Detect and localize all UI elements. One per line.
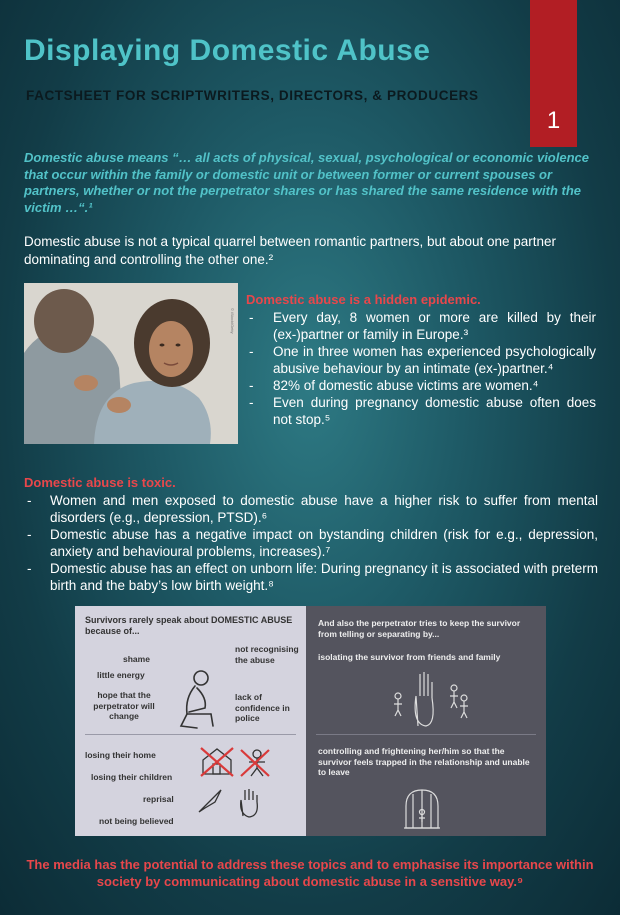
- barrier-hope: hope that the perpetrator will change: [93, 690, 155, 721]
- tactic-controlling: controlling and frightening her/him so that the survivor feels trapped in the relationship and unable to leave: [318, 746, 530, 777]
- perpetrator-tactics-panel: [306, 606, 546, 836]
- isolation-hand-icon: [368, 666, 478, 730]
- list-item: - Women and men exposed to domestic abuse have a higher risk to suffer from mental disorders (e.g., depression, PTSD).⁶: [24, 492, 598, 526]
- crossed-house-icon: [197, 744, 237, 778]
- barrier-not-recognising: not recognising the abuse: [235, 644, 299, 665]
- birdcage-icon: [400, 786, 444, 832]
- photo-credit: © iStock/Getty: [230, 308, 235, 334]
- page-subtitle: FACTSHEET FOR SCRIPTWRITERS, DIRECTORS, & PRODUCERS: [26, 88, 479, 103]
- barrier-shame: shame: [123, 654, 150, 664]
- left-panel-title: Survivors rarely speak about DOMESTIC ABUSE: [85, 615, 293, 625]
- epidemic-list: [246, 309, 596, 428]
- barrier-not-believed: not being believed: [99, 816, 174, 826]
- raised-hand-icon: [235, 786, 265, 820]
- left-panel-subtitle: because of...: [85, 626, 140, 636]
- right-panel-divider: [316, 734, 536, 735]
- definition-quote: Domestic abuse means “… all acts of physical, sexual, psychological or economic violence that occur within the family or domestic unit or between former or current spouses or partners, whether or not the perpetrator shares or has shared the same residence with the victim …“.¹: [24, 150, 589, 215]
- list-item: - Domestic abuse has a negative impact on bystanding children (risk for e.g., depression, anxiety and behavioural problems, increases).⁷: [24, 526, 598, 560]
- toxic-list: [24, 492, 598, 594]
- survivor-barriers-panel: [75, 606, 306, 836]
- barriers-infographic: [75, 606, 546, 836]
- hugging-women-photo: [24, 283, 238, 444]
- toxic-section: [24, 475, 598, 594]
- barrier-reprisal: reprisal: [143, 794, 174, 804]
- knife-icon: [195, 786, 225, 816]
- hug-illustration: [24, 283, 238, 444]
- barrier-little-energy: little energy: [97, 670, 145, 680]
- footer-statement: The media has the potential to address these topics and to emphasise its importance within society by communicating about domestic abuse in a sensitive way.⁹: [26, 857, 594, 889]
- sitting-person-icon: [167, 668, 227, 734]
- list-item: - Domestic abuse has an effect on unborn life: During pregnancy it is associated with preterm birth and the baby’s low birth weight.⁸: [24, 560, 598, 594]
- list-item: - One in three women has experienced psychologically abusive behaviour by an intimate (ex-)partner.⁴: [246, 343, 596, 377]
- list-item: - Even during pregnancy domestic abuse often does not stop.⁵: [246, 394, 596, 428]
- list-item: - 82% of domestic abuse victims are women.⁴: [246, 377, 596, 394]
- page-number-tab: [530, 0, 577, 147]
- page-number: 1: [546, 107, 561, 134]
- barrier-losing-children: losing their children: [91, 772, 173, 782]
- list-item: - Every day, 8 women or more are killed by their (ex-)partner or family in Europe.³: [246, 309, 596, 343]
- barrier-lack-confidence: lack of confidence in police: [235, 692, 290, 723]
- tactic-isolating: isolating the survivor from friends and family: [318, 652, 501, 662]
- epidemic-section: [246, 292, 596, 428]
- epidemic-heading: Domestic abuse is a hidden epidemic.: [246, 292, 481, 307]
- toxic-heading: Domestic abuse is toxic.: [24, 475, 176, 490]
- left-panel-divider: [85, 734, 296, 735]
- intro-paragraph: Domestic abuse is not a typical quarrel between romantic partners, but about one partner dominating and controlling the other one.²: [24, 234, 557, 267]
- crossed-child-icon: [237, 746, 273, 780]
- page-title: Displaying Domestic Abuse: [24, 34, 431, 67]
- right-panel-title: And also the perpetrator tries to keep the survivor from telling or separating by...: [318, 618, 521, 639]
- barrier-losing-home: losing their home: [85, 750, 156, 760]
